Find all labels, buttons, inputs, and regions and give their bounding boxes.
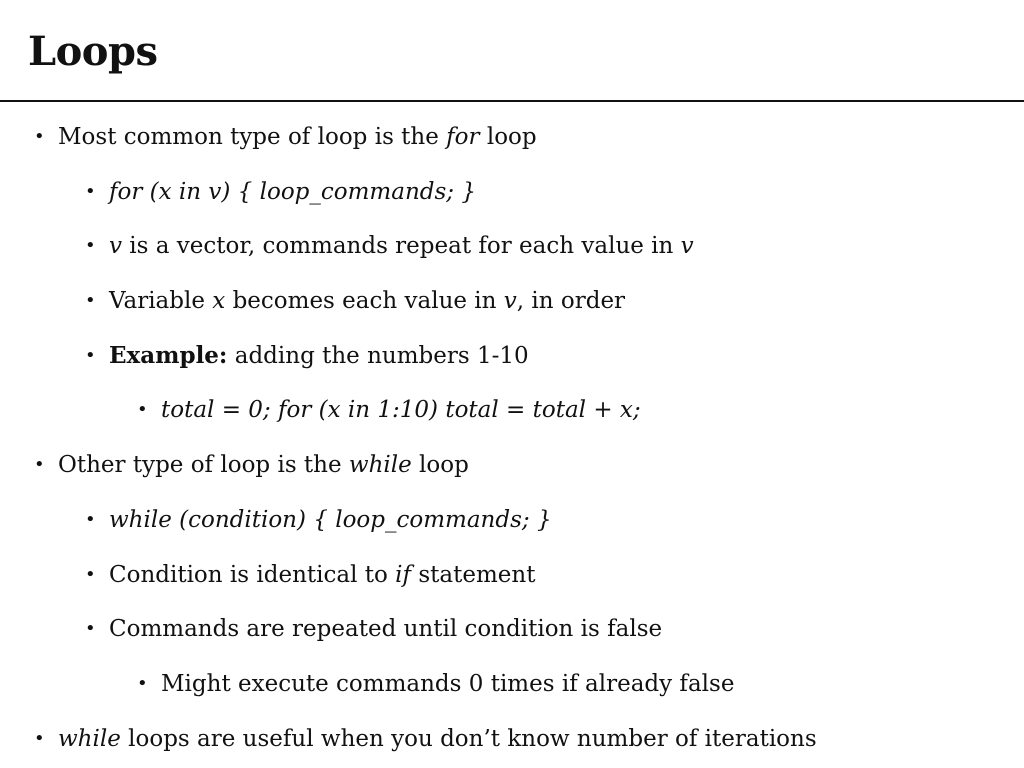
- bullet-italic-text: x: [212, 288, 226, 315]
- bullet-dot-icon: •: [85, 290, 96, 312]
- bullet-italic-text: v: [109, 233, 122, 260]
- bullet-text-run: , in order: [516, 288, 626, 315]
- bullet-item-level-3: [0, 657, 1024, 712]
- bullet-text-run: is a vector, commands repeat for each value in: [122, 233, 681, 260]
- bullet-text-run: loop: [479, 124, 537, 150]
- bullet-italic-text: if: [395, 561, 412, 588]
- bullet-dot-icon: •: [85, 344, 96, 366]
- bullet-dot-icon: •: [137, 399, 148, 421]
- bullet-item-level-1: [0, 438, 1024, 493]
- bullet-text-run: loop: [411, 452, 469, 479]
- bullet-italic-text: total = 0; for (x in 1:10) total = total + x;: [161, 397, 641, 424]
- bullet-text: [58, 712, 817, 766]
- bullet-dot-icon: •: [85, 563, 96, 585]
- bullet-item-level-2: [0, 219, 1024, 274]
- bullet-text-run: Condition is identical to: [109, 561, 396, 588]
- slide-title: Loops: [28, 28, 158, 75]
- bullet-italic-text: for: [446, 124, 480, 150]
- bullet-italic-text: while (condition) { loop_commands; }: [109, 506, 552, 533]
- bullet-italic-text: while: [348, 452, 412, 479]
- bullet-item-level-2: [0, 329, 1024, 384]
- bullet-dot-icon: •: [85, 618, 96, 640]
- bullet-dot-icon: •: [85, 508, 96, 530]
- bullet-bold-text: Example:: [109, 341, 228, 369]
- bullet-text: [109, 602, 662, 656]
- bullet-text-run: Most common type of loop is the: [58, 124, 447, 150]
- bullet-item-level-2: [0, 165, 1024, 220]
- bullet-text-run: becomes each value in: [225, 288, 504, 315]
- bullet-text-run: adding the numbers 1-10: [227, 342, 529, 369]
- bullet-text-run: Might execute commands 0 times if already false: [161, 670, 735, 697]
- bullet-item-level-1: [0, 110, 1024, 165]
- bullet-dot-icon: •: [85, 235, 96, 257]
- bullet-text: [161, 383, 641, 437]
- bullet-text-run: Other type of loop is the: [58, 452, 349, 479]
- bullet-dot-icon: •: [34, 727, 45, 749]
- bullet-text: [109, 219, 694, 273]
- bullet-italic-text: while: [58, 725, 121, 752]
- bullet-text-run: Variable: [109, 288, 213, 315]
- bullet-text: [161, 657, 734, 711]
- bullet-dot-icon: •: [34, 454, 45, 476]
- bullet-italic-text: for (x in v) { loop_commands; }: [109, 178, 476, 205]
- bullet-item-level-2: [0, 493, 1024, 548]
- bullet-text: [109, 329, 529, 383]
- bullet-italic-text: v: [680, 233, 694, 260]
- bullet-text: [109, 165, 476, 219]
- bullet-dot-icon: •: [85, 180, 96, 202]
- bullet-italic-text: v: [503, 288, 517, 315]
- bullet-item-level-2: [0, 548, 1024, 603]
- bullet-item-level-3: [0, 383, 1024, 438]
- bullet-item-level-2: [0, 274, 1024, 329]
- bullet-item-level-1: [0, 712, 1024, 767]
- bullet-text: [109, 548, 535, 602]
- bullet-text: [109, 274, 625, 328]
- bullet-text-run: statement: [411, 561, 536, 588]
- bullet-list: [0, 110, 1024, 766]
- bullet-text: [109, 493, 552, 547]
- bullet-text: [58, 110, 537, 164]
- bullet-text-run: Commands are repeated until condition is false: [109, 616, 663, 643]
- bullet-item-level-2: [0, 602, 1024, 657]
- bullet-text-run: loops are useful when you don’t know number of iterations: [120, 725, 817, 752]
- title-divider: [0, 100, 1024, 102]
- bullet-dot-icon: •: [137, 672, 148, 694]
- bullet-dot-icon: •: [34, 126, 45, 147]
- bullet-text: [58, 438, 469, 492]
